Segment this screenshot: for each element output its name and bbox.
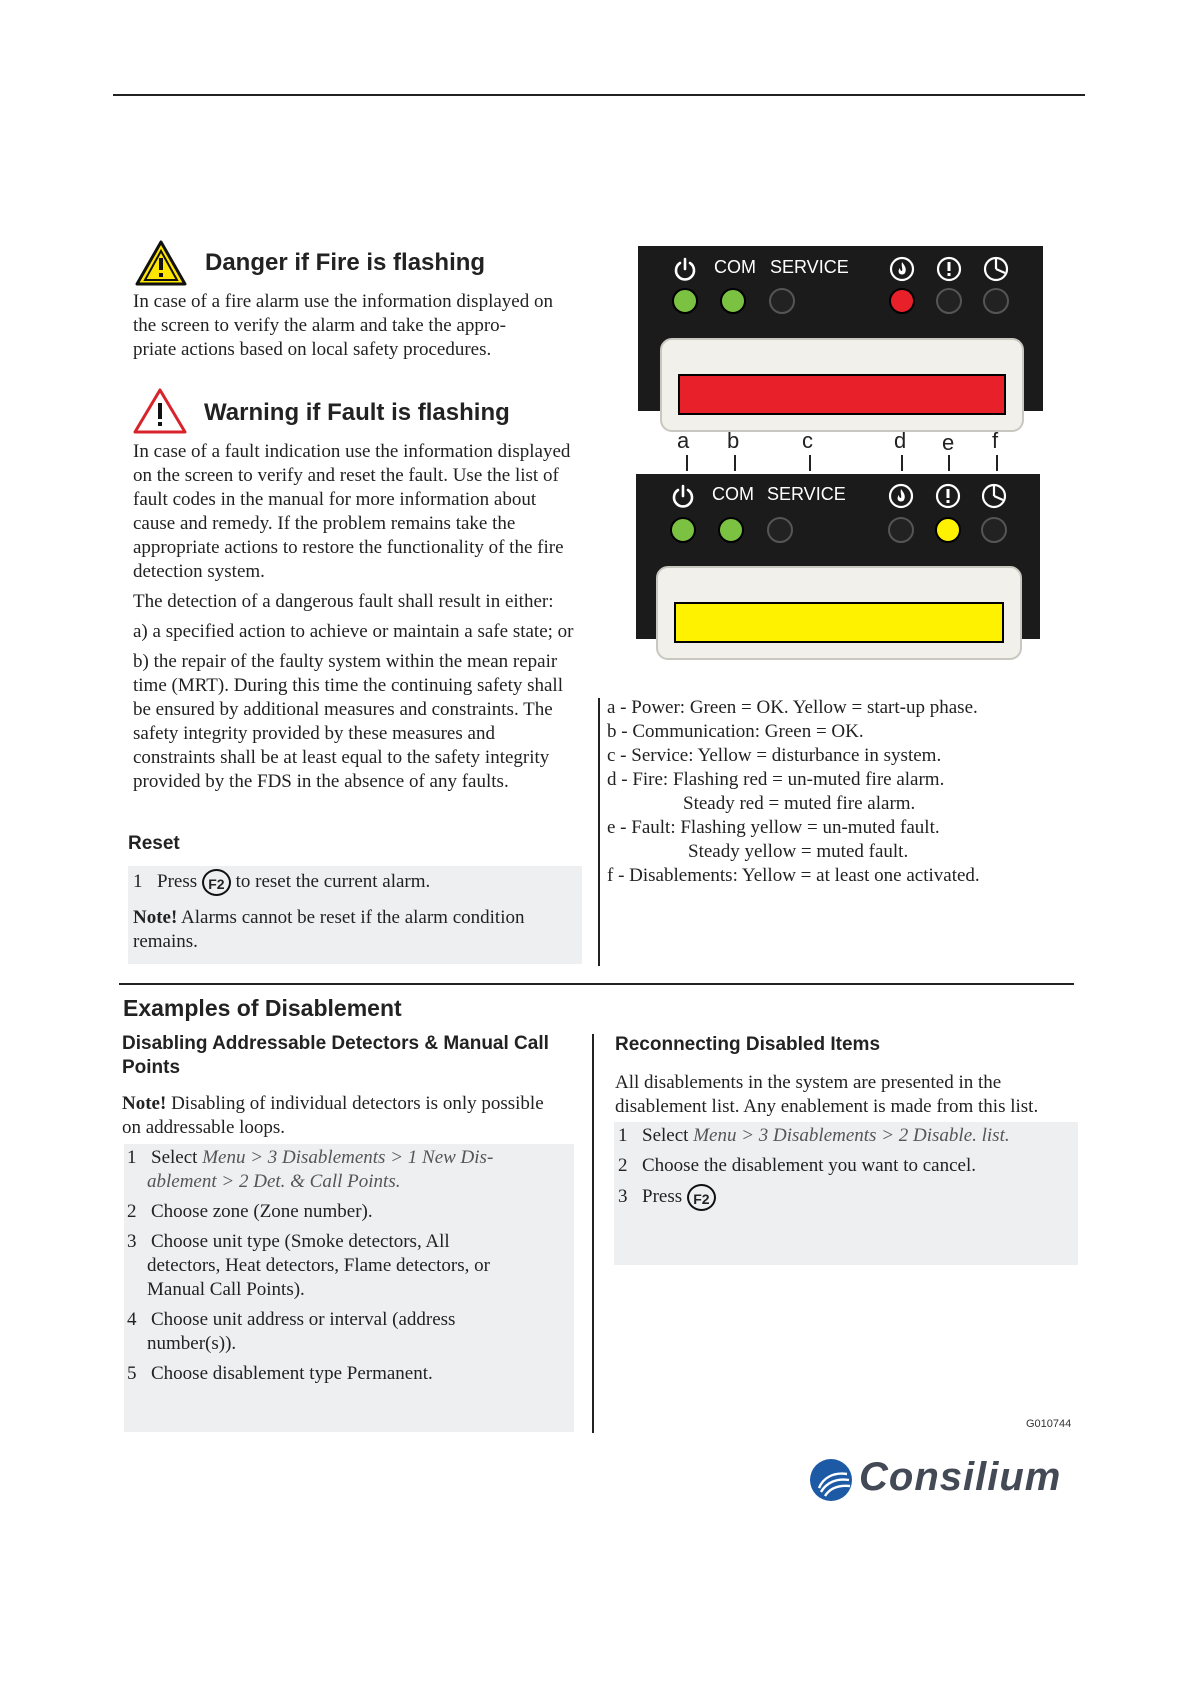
display-screen-red (678, 374, 1006, 415)
note-text: on addressable loops. (122, 1117, 286, 1138)
step-1 (618, 1124, 1078, 1148)
fault-icon (935, 483, 961, 509)
step-2 (618, 1154, 1078, 1178)
disabling-title (122, 1032, 549, 1080)
tick-b (734, 455, 736, 471)
step-number: 1 (127, 1147, 137, 1168)
step-text: Press (642, 1185, 683, 1207)
led-disablement (981, 517, 1007, 543)
reset-note (133, 906, 573, 954)
text-line: b) the repair of the faulty system within the mean repair (133, 651, 558, 672)
step-text: Manual Call Points). (147, 1279, 305, 1300)
label-f: f (992, 428, 999, 453)
top-rule (113, 94, 1085, 96)
step-text: Choose unit address or interval (address (151, 1309, 456, 1330)
legend-line: a - Power: Green = OK. Yellow = start-up phase. (607, 697, 978, 718)
fault-warning-icon (133, 388, 187, 434)
text-line: detection system. (133, 561, 265, 582)
service-label: SERVICE (770, 257, 849, 277)
step-4 (127, 1308, 572, 1356)
section-rule (119, 983, 1074, 985)
step-text: detectors, Heat detectors, Flame detectors, or (147, 1255, 490, 1276)
label-c: c (802, 428, 813, 453)
step-1 (127, 1146, 572, 1194)
warning-text (133, 440, 613, 794)
step-text: Choose the disablement you want to cancel. (642, 1155, 976, 1176)
step-number: 3 (127, 1231, 137, 1252)
led-legend (607, 696, 1087, 888)
examples-title: Examples of Disablement (123, 995, 402, 1021)
brand-name: Consilium (859, 1455, 1062, 1499)
text-line: a) a specified action to achieve or maintain a safe state; or (133, 621, 574, 642)
text-line: on the screen to verify and reset the fault. Use the list of (133, 465, 559, 486)
fault-icon (936, 256, 962, 282)
f2-key-icon: F2 (202, 869, 231, 896)
tick-f (996, 455, 998, 471)
service-label: SERVICE (767, 484, 846, 504)
step-number: 2 (618, 1155, 628, 1176)
step-number: 4 (127, 1309, 137, 1330)
document-code: G010744 (1026, 1418, 1072, 1430)
reset-step (133, 869, 430, 896)
com-label: COM (712, 484, 754, 504)
text-line: disablement list. Any enablement is made from this list. (615, 1096, 1039, 1117)
step-text: to reset the current alarm. (235, 870, 431, 892)
reset-title: Reset (128, 833, 180, 854)
tick-e (948, 455, 950, 471)
legend-line: b - Communication: Green = OK. (607, 721, 864, 742)
led-fault (935, 517, 961, 543)
panel-fire (638, 246, 1043, 411)
step-3 (127, 1230, 572, 1302)
column-divider (598, 698, 600, 966)
led-fire (889, 288, 915, 314)
note-label: Note! (133, 907, 178, 928)
text-line: safety integrity provided by these measures and (133, 723, 495, 744)
led-power (670, 517, 696, 543)
text-line: The detection of a dangerous fault shall result in either: (133, 591, 554, 612)
fire-icon (888, 483, 914, 509)
step-2 (127, 1200, 572, 1224)
note-text: Disabling of individual detectors is only possible (171, 1093, 544, 1114)
legend-line: Steady red = muted fire alarm. (683, 793, 916, 814)
text-line: the screen to verify the alarm and take the appro- (133, 315, 506, 336)
power-icon (672, 256, 698, 282)
text-line: cause and remedy. If the problem remains take the (133, 513, 516, 534)
label-e: e (942, 430, 955, 455)
danger-warning-icon (135, 240, 187, 286)
text-line: time (MRT). During this time the continuing safety shall (133, 675, 563, 696)
danger-text (133, 290, 603, 362)
step-text: Choose unit type (Smoke detectors, All (151, 1231, 450, 1252)
note-label: Note! (122, 1093, 167, 1114)
com-label: COM (714, 257, 756, 277)
text-line: In case of a fire alarm use the information displayed on (133, 291, 553, 312)
step-text: number(s)). (147, 1333, 237, 1354)
reconnecting-steps (618, 1124, 1078, 1211)
led-service (767, 517, 793, 543)
step-5 (127, 1362, 572, 1386)
step-text: Choose disablement type Permanent. (151, 1363, 433, 1384)
label-d: d (894, 428, 907, 453)
step-number: 5 (127, 1363, 137, 1384)
step-text: Choose zone (Zone number). (151, 1201, 373, 1222)
led-com (720, 288, 746, 314)
text-line: constraints shall be at least equal to the safety integrity (133, 747, 550, 768)
legend-line: Steady yellow = muted fault. (688, 841, 909, 862)
text-line: provided by the FDS in the absence of any faults. (133, 771, 509, 792)
text-line: In case of a fault indication use the information displayed (133, 441, 571, 462)
led-fault (936, 288, 962, 314)
danger-title: Danger if Fire is flashing (205, 249, 486, 276)
step-text: Select (642, 1125, 689, 1146)
text-line: fault codes in the manual for more information about (133, 489, 537, 510)
tick-c (809, 455, 811, 471)
note-text: Alarms cannot be reset if the alarm condition (181, 907, 525, 928)
text-line: appropriate actions to restore the functionality of the fire (133, 537, 564, 558)
display-screen-yellow (674, 602, 1004, 643)
led-power (672, 288, 698, 314)
step-text: Press (157, 870, 198, 892)
power-icon (670, 483, 696, 509)
tick-a (686, 455, 688, 471)
led-fire (888, 517, 914, 543)
menu-path: Menu > 3 Disablements > 1 New Dis- (202, 1147, 494, 1168)
panel-fault (636, 474, 1040, 639)
step-number: 1 (133, 870, 143, 892)
legend-line: d - Fire: Flashing red = un-muted fire alarm. (607, 769, 945, 790)
text-line: be ensured by additional measures and constraints. The (133, 699, 553, 720)
menu-path: ablement > 2 Det. & Call Points. (147, 1171, 401, 1192)
text-line: priate actions based on local safety procedures. (133, 339, 492, 360)
title-line: Disabling Addressable Detectors & Manual Call (122, 1033, 549, 1054)
label-b: b (727, 428, 740, 453)
step-text: Select (151, 1147, 198, 1168)
note-text: remains. (133, 931, 198, 952)
legend-line: e - Fault: Flashing yellow = un-muted fault. (607, 817, 940, 838)
title-line: Points (122, 1057, 181, 1078)
warning-title: Warning if Fault is flashing (204, 399, 510, 426)
disabling-note (122, 1092, 582, 1140)
led-com (718, 517, 744, 543)
text-line: All disablements in the system are presented in the (615, 1072, 1002, 1093)
step-number: 2 (127, 1201, 137, 1222)
reconnecting-title: Reconnecting Disabled Items (615, 1034, 881, 1055)
tick-d (901, 455, 903, 471)
step-3 (618, 1184, 1078, 1211)
legend-line: c - Service: Yellow = disturbance in system. (607, 745, 942, 766)
step-number: 1 (618, 1125, 628, 1146)
led-service (769, 288, 795, 314)
disabling-steps (127, 1146, 572, 1386)
led-disablement (983, 288, 1009, 314)
disablement-icon (983, 256, 1009, 282)
consilium-logo-icon (809, 1458, 853, 1502)
label-a: a (677, 428, 690, 453)
menu-path: Menu > 3 Disablements > 2 Disable. list. (693, 1125, 1010, 1146)
fire-icon (889, 256, 915, 282)
disablement-icon (981, 483, 1007, 509)
step-number: 3 (618, 1185, 628, 1207)
reconnecting-text (615, 1071, 1085, 1119)
f2-key-icon: F2 (687, 1184, 716, 1211)
column-divider (592, 1034, 594, 1433)
legend-line: f - Disablements: Yellow = at least one activated. (607, 865, 980, 886)
